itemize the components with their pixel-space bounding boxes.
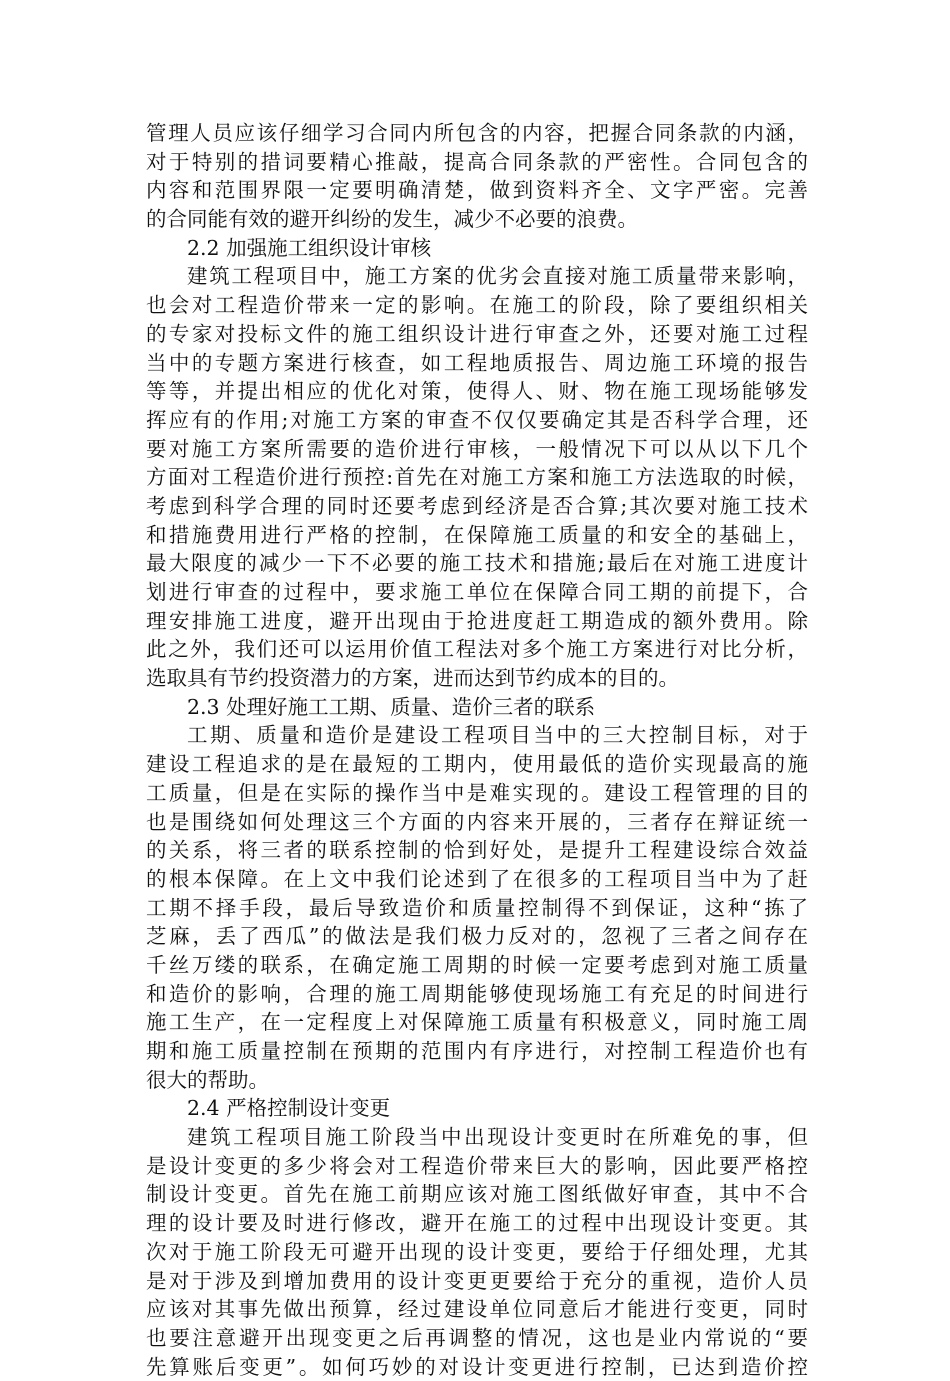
paragraph-line: 划进行审查的过程中，要求施工单位在保障合同工期的前提下，合: [146, 580, 808, 604]
paragraph-line: 挥应有的作用;对施工方案的审查不仅仅要确定其是否科学合理，还: [146, 407, 808, 432]
section-heading: 2.2 加强施工组织设计审核: [187, 235, 432, 260]
paragraph-line: 是设计变更的多少将会对工程造价带来巨大的影响，因此要严格控: [146, 1153, 808, 1178]
paragraph-line: 最大限度的减少一下不必要的施工技术和措施;最后在对施工进度计: [146, 551, 808, 576]
paragraph-line: 理的设计要及时进行修改，避开在施工的过程中出现设计变更。其: [146, 1211, 808, 1236]
paragraph-line: 和造价的影响，合理的施工周期能够使现场施工有充足的时间进行: [146, 981, 808, 1006]
paragraph-line: 也是围绕如何处理这三个方面的内容来开展的，三者存在辩证统一: [146, 809, 808, 834]
paragraph-line: 和措施费用进行严格的控制，在保障施工质量的和安全的基础上，: [146, 522, 808, 547]
paragraph-last-line: 选取具有节约投资潜力的方案，进而达到节约成本的目的。: [146, 666, 679, 691]
paragraph-line: 的关系，将三者的联系控制的恰到好处，是提升工程建设综合效益: [146, 838, 808, 863]
paragraph-line: 的根本保障。在上文中我们论述到了在很多的工程项目当中为了赶: [146, 866, 808, 891]
paragraph-first-line: 工期、质量和造价是建设工程项目当中的三大控制目标，对于: [187, 723, 808, 748]
paragraph-line: 方面对工程造价进行预控:首先在对施工方案和施工方法选取的时候，: [146, 465, 808, 490]
paragraph-line: 的专家对投标文件的施工组织设计进行审查之外，还要对施工过程: [146, 321, 808, 346]
paragraph-line: 也要注意避开出现变更之后再调整的情况，这也是业内常说的“要: [146, 1325, 808, 1350]
paragraph-line: 对于特别的措词要精心推敲，提高合同条款的严密性。合同包含的: [146, 149, 808, 174]
paragraph-line: 次对于施工阶段无可避开出现的设计变更，要给于仔细处理，尤其: [146, 1239, 808, 1264]
section-heading: 2.4 严格控制设计变更: [187, 1096, 391, 1121]
paragraph-last-line: 很大的帮助。: [146, 1067, 269, 1092]
paragraph-line: 应该对其事先做出预算，经过建设单位同意后才能进行变更，同时: [146, 1297, 808, 1322]
paragraph-line: 施工生产，在一定程度上对保障施工质量有积极意义，同时施工周: [146, 1010, 808, 1035]
section-heading: 2.3 处理好施工工期、质量、造价三者的联系: [187, 694, 596, 719]
paragraph-line: 建设工程追求的是在最短的工期内，使用最低的造价实现最高的施: [146, 752, 808, 777]
paragraph-line: 制设计变更。首先在施工前期应该对施工图纸做好审查，其中不合: [146, 1182, 808, 1207]
paragraph-line: 当中的专题方案进行核查，如工程地质报告、周边施工环境的报告: [146, 350, 808, 375]
paragraph-line: 要对施工方案所需要的造价进行审核，一般情况下可以从以下几个: [146, 436, 808, 461]
paragraph-line: 工期不择手段，最后导致造价和质量控制得不到保证，这种“拣了: [146, 895, 808, 920]
paragraph-line: 是对于涉及到增加费用的设计变更更要给于充分的重视，造价人员: [146, 1268, 808, 1293]
paragraph-line: 千丝万缕的联系，在确定施工周期的时候一定要考虑到对施工质量: [146, 952, 808, 977]
paragraph-line: 也会对工程造价带来一定的影响。在施工的阶段，除了要组织相关: [146, 293, 808, 318]
paragraph-first-line: 建筑工程项目中，施工方案的优劣会直接对施工质量带来影响，: [187, 264, 808, 289]
paragraph-line: 内容和范围界限一定要明确清楚，做到资料齐全、文字严密。完善: [146, 178, 808, 203]
paragraph-line: 管理人员应该仔细学习合同内所包含的内容，把握合同条款的内涵，: [146, 121, 808, 145]
paragraph-line: 工质量，但是在实际的操作当中是难实现的。建设工程管理的目的: [146, 780, 808, 805]
paragraph-line: 期和施工质量控制在预期的范围内有序进行，对控制工程造价也有: [146, 1039, 808, 1063]
paragraph-last-line: 的合同能有效的避开纠纷的发生，减少不必要的浪费。: [146, 207, 638, 232]
paragraph-line: 理安排施工进度，避开出现由于抢进度赶工期造成的额外费用。除: [146, 608, 808, 633]
paragraph-line: 先算账后变更”。如何巧妙的对设计变更进行控制，已达到造价控: [146, 1354, 808, 1379]
document-body: [146, 119, 808, 1381]
paragraph-line: 等等，并提出相应的优化对策，使得人、财、物在施工现场能够发: [146, 379, 808, 404]
paragraph-first-line: 建筑工程项目施工阶段当中出现设计变更时在所难免的事，但: [187, 1125, 808, 1150]
paragraph-line: 芝麻，丢了西瓜”的做法是我们极力反对的，忽视了三者之间存在: [146, 924, 808, 949]
paragraph-line: 此之外，我们还可以运用价值工程法对多个施工方案进行对比分析，: [146, 637, 808, 662]
paragraph-line: 考虑到科学合理的同时还要考虑到经济是否合算;其次要对施工技术: [146, 493, 808, 518]
